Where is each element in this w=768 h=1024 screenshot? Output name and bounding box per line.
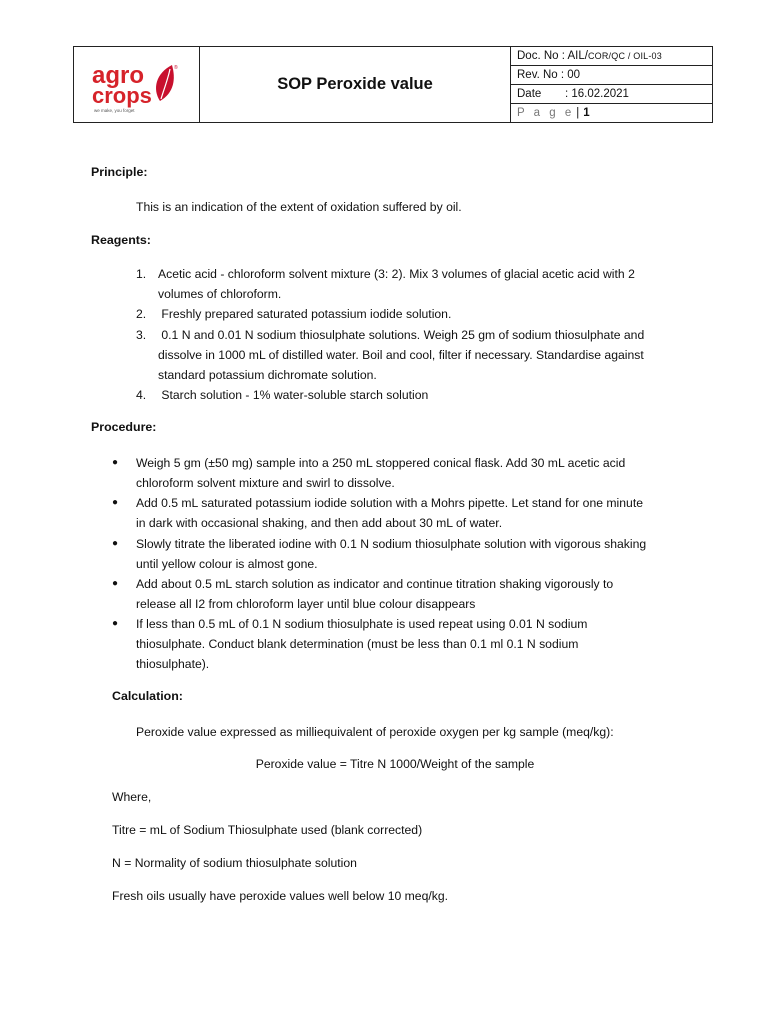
reagent-number: 3. xyxy=(136,328,147,342)
normality-definition: N = Normality of sodium thiosulphate solution xyxy=(112,856,357,870)
bullet-icon: ● xyxy=(112,497,119,508)
revision-number: Rev. No : 00 xyxy=(517,69,581,81)
bullet-icon: ● xyxy=(112,457,119,468)
reagent-line: 0.1 N and 0.01 N sodium thiosulphate solutions. Weigh 25 gm of sodium thiosulphate and xyxy=(158,328,645,342)
date-row xyxy=(511,85,712,104)
reagent-number: 4. xyxy=(136,388,147,402)
where-label: Where, xyxy=(112,790,152,804)
reagent-line: dissolve in 1000 mL of distilled water. Boil and cool, filter if necessary. Standardise against xyxy=(158,348,644,362)
document-title: SOP Peroxide value xyxy=(200,47,511,122)
procedure-line: until yellow colour is almost gone. xyxy=(136,557,318,571)
logo-text-bottom: crops xyxy=(92,83,152,108)
procedure-line: chloroform solvent mixture and swirl to dissolve. xyxy=(136,476,395,490)
calculation-heading: Calculation: xyxy=(112,689,183,703)
procedure-line: If less than 0.5 mL of 0.1 N sodium thiosulphate is used repeat using 0.01 N sodium xyxy=(136,617,588,631)
bullet-icon: ● xyxy=(112,578,119,589)
calculation-intro: Peroxide value expressed as milliequivalent of peroxide oxygen per kg sample (meq/kg): xyxy=(136,725,614,739)
procedure-line: Add 0.5 mL saturated potassium iodide solution with a Mohrs pipette. Let stand for one minute xyxy=(136,496,643,510)
doc-number-suffix: COR/QC / OIL-03 xyxy=(587,51,662,61)
document-header-table xyxy=(73,46,713,123)
procedure-line: release all I2 from chloroform layer until blue colour disappears xyxy=(136,597,476,611)
reagent-line: Freshly prepared saturated potassium iodide solution. xyxy=(158,307,452,321)
fresh-oil-note: Fresh oils usually have peroxide values well below 10 meq/kg. xyxy=(112,889,449,903)
titre-definition: Titre = mL of Sodium Thiosulphate used (blank corrected) xyxy=(112,823,423,837)
date-value: : 16.02.2021 xyxy=(565,88,629,100)
logo-tagline: we make, you forget xyxy=(94,108,135,113)
peroxide-formula: Peroxide value = Titre N 1000/Weight of the sample xyxy=(255,757,535,771)
doc-number-row xyxy=(511,47,712,66)
reagent-line: Acetic acid - chloroform solvent mixture (3: 2). Mix 3 volumes of glacial acetic acid with 2 xyxy=(158,267,635,281)
principle-text: This is an indication of the extent of oxidation suffered by oil. xyxy=(136,200,462,214)
bullet-icon: ● xyxy=(112,618,119,629)
reagent-line: volumes of chloroform. xyxy=(158,287,282,301)
logo-text-top: agro xyxy=(92,62,145,89)
procedure-heading: Procedure: xyxy=(91,420,157,434)
leaf-icon xyxy=(156,65,174,101)
logo-cell xyxy=(74,47,200,122)
date-label: Date xyxy=(517,88,542,100)
procedure-line: thiosulphate). xyxy=(136,657,210,671)
reagent-number: 2. xyxy=(136,307,147,321)
procedure-line: Add about 0.5 mL starch solution as indicator and continue titration shaking vigorously to xyxy=(136,577,614,591)
document-meta xyxy=(511,47,712,122)
reagents-heading: Reagents: xyxy=(91,233,151,247)
bullet-icon: ● xyxy=(112,538,119,549)
revision-row xyxy=(511,66,712,85)
page-separator: | xyxy=(576,107,580,119)
procedure-line: Slowly titrate the liberated iodine with 0.1 N sodium thiosulphate solution with vigorous shaking xyxy=(136,537,647,551)
reagent-line: Starch solution - 1% water-soluble starch solution xyxy=(158,388,429,402)
reagent-number: 1. xyxy=(136,267,147,281)
agro-crops-logo xyxy=(90,59,186,115)
doc-number-label: Doc. No : AIL/ xyxy=(517,50,588,62)
page-number: 1 xyxy=(583,107,590,119)
reagent-line: standard potassium dichromate solution. xyxy=(158,368,377,382)
page-label: P a g e xyxy=(517,107,575,119)
page-row xyxy=(511,104,712,122)
procedure-line: in dark with occasional shaking, and then add about 30 mL of water. xyxy=(136,516,503,530)
procedure-line: Weigh 5 gm (±50 mg) sample into a 250 mL stoppered conical flask. Add 30 mL acetic acid xyxy=(136,456,626,470)
svg-text:®: ® xyxy=(174,65,178,71)
procedure-line: thiosulphate. Conduct blank determination (must be less than 0.1 ml 0.1 N sodium xyxy=(136,637,579,651)
principle-heading: Principle: xyxy=(91,165,148,179)
